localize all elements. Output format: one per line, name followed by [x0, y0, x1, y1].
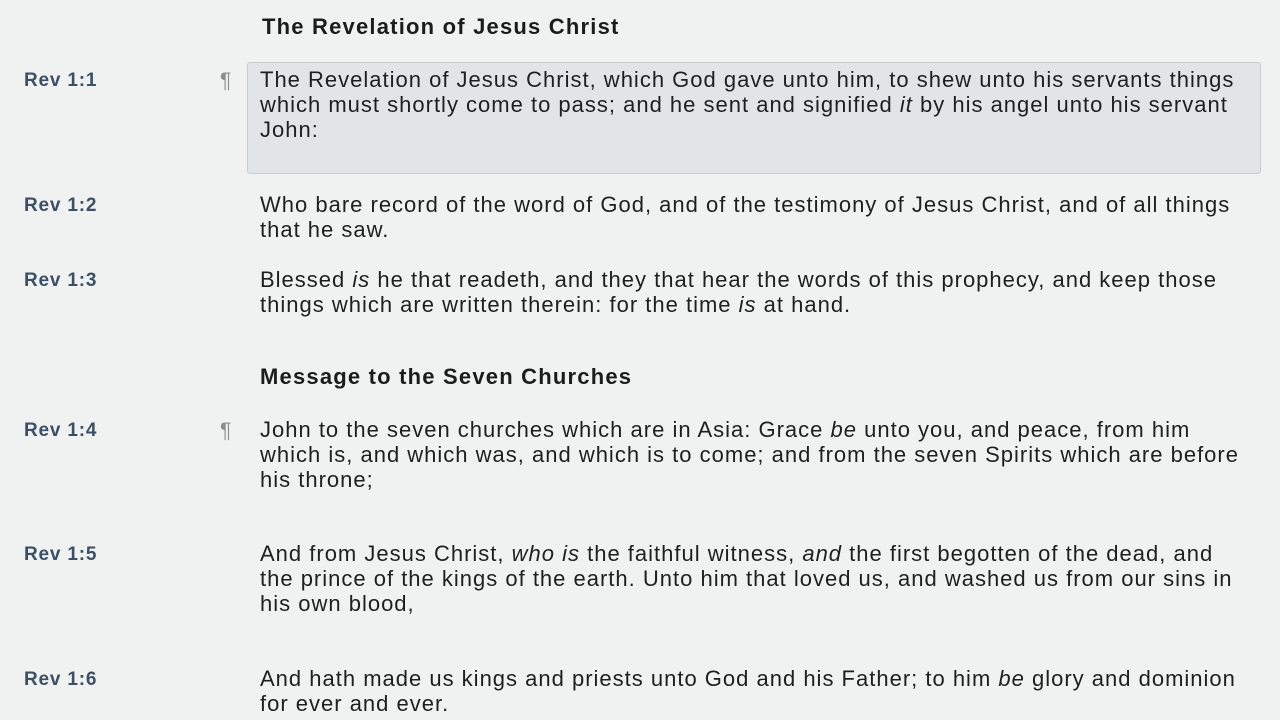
italic-word: and	[802, 541, 843, 566]
verse-text	[260, 417, 1250, 492]
verse-reference[interactable]: Rev 1:6	[24, 669, 98, 690]
verse-reference[interactable]: Rev 1:1	[24, 70, 98, 91]
verse-text-segment: he that readeth, and they that hear the words of this prophecy, and keep those things which are written therein: for the time	[260, 267, 1217, 317]
verse-text-segment: at hand.	[756, 292, 852, 317]
italic-word: it	[899, 92, 913, 117]
section-heading: Message to the Seven Churches	[260, 364, 633, 389]
verse-text	[260, 541, 1250, 616]
paragraph-mark-icon: ¶	[220, 69, 232, 92]
italic-word: is	[738, 292, 757, 317]
verse-text-segment: John to the seven churches which are in Asia: Grace	[260, 417, 831, 442]
verse-text-segment: glory and dominion for ever and ever.	[260, 666, 1236, 716]
verse-text-segment: unto you, and peace, from him which is, and which was, and which is to come; and from the seven Spirits which are before his throne;	[260, 417, 1239, 492]
verse-text	[260, 192, 1250, 242]
verse-text	[260, 666, 1250, 716]
paragraph-mark-icon: ¶	[220, 419, 232, 442]
verse-text-segment: Blessed	[260, 267, 353, 292]
italic-word: be	[830, 417, 857, 442]
verse-text-segment: Who bare record of the word of God, and of the testimony of Jesus Christ, and of all things that he saw.	[260, 192, 1231, 242]
verse-text-segment: And hath made us kings and priests unto God and his Father; to him	[260, 666, 999, 691]
verse-text-segment: the first begotten of the dead, and the prince of the kings of the earth. Unto him that loved us, and washed us from our sins in his own blood,	[260, 541, 1233, 616]
italic-word: is	[352, 267, 371, 292]
verse-reference[interactable]: Rev 1:2	[24, 195, 98, 216]
verse-text-segment: The Revelation of Jesus Christ, which God gave unto him, to shew unto his servants things which must shortly come to pass; and he sent and signified	[260, 67, 1235, 117]
verse-reference[interactable]: Rev 1:4	[24, 420, 98, 441]
verse-reference[interactable]: Rev 1:5	[24, 544, 98, 565]
chapter-heading: The Revelation of Jesus Christ	[262, 14, 620, 39]
verse-text	[260, 267, 1250, 317]
verse-text-segment: And from Jesus Christ,	[260, 541, 512, 566]
verse-text	[260, 67, 1250, 142]
verse-text-segment: by his angel unto his servant John:	[260, 92, 1228, 142]
italic-word: be	[998, 666, 1025, 691]
italic-word: who is	[511, 541, 580, 566]
verse-reference[interactable]: Rev 1:3	[24, 270, 98, 291]
verse-text-segment: the faithful witness,	[580, 541, 803, 566]
